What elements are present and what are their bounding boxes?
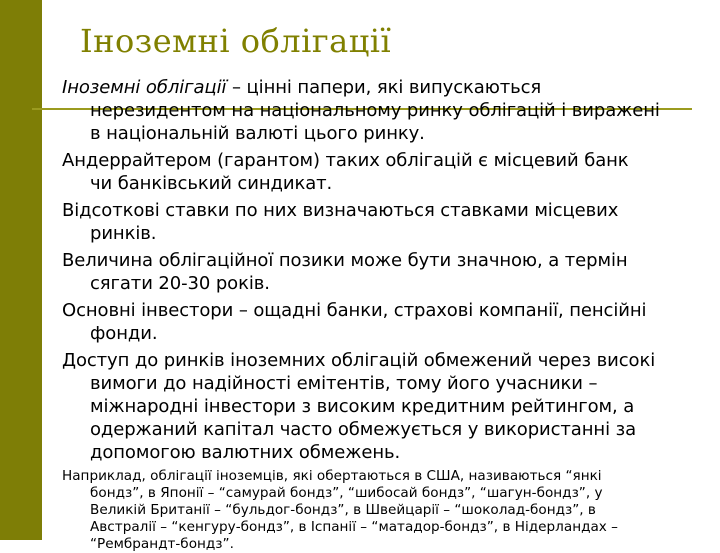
slide-body xyxy=(62,76,718,553)
paragraph-line: нерезидентом на національному ринку облігацій і виражені xyxy=(90,100,660,121)
sidebar-band xyxy=(0,0,42,540)
paragraph-first-line xyxy=(62,76,718,99)
paragraph-line: в національній валюті цього ринку. xyxy=(90,123,425,144)
paragraph-loan-size xyxy=(62,249,718,295)
paragraph-first-line: Доступ до ринків іноземних облігацій обмежений через високі xyxy=(62,350,656,371)
defined-term: Іноземні облігації xyxy=(62,77,227,98)
note-first-line: Наприклад, облігації іноземців, які обертаються в США, називаються “янкі xyxy=(62,468,602,484)
example-note xyxy=(62,468,718,553)
paragraph-first-line: Величина облігаційної позики може бути значною, а термін xyxy=(62,250,628,271)
note-line: Великій Британії – “бульдог-бондз”, в Швейцарії – “шоколад-бондз”, в xyxy=(90,502,596,518)
paragraph-underwriter xyxy=(62,149,718,195)
sidebar-accent-bar xyxy=(0,0,42,540)
paragraph-line: ринків. xyxy=(90,223,157,244)
paragraph-line: вимоги до надійності емітентів, тому його учасники – xyxy=(90,373,598,394)
note-line: “Рембрандт-бондз”. xyxy=(90,536,234,552)
paragraph-line: допомогою валютних обмежень. xyxy=(90,442,401,463)
paragraph-first-line: Основні інвестори – ощадні банки, страхові компанії, пенсійні xyxy=(62,300,647,321)
paragraph-interest-rates xyxy=(62,199,718,245)
note-line: бондз”, в Японії – “самурай бондз”, “шибосай бондз”, “шагун-бондз”, у xyxy=(90,485,603,501)
paragraph-line: чи банківський синдикат. xyxy=(90,173,333,194)
paragraph-first-line: Андеррайтером (гарантом) таких облігацій є місцевий банк xyxy=(62,150,629,171)
paragraph-first-line: Відсоткові ставки по них визначаються ставками місцевих xyxy=(62,200,619,221)
slide-title: Іноземні облігації xyxy=(80,22,392,60)
paragraph-investors xyxy=(62,299,718,345)
paragraph-line: сягати 20-30 років. xyxy=(90,273,270,294)
paragraph-definition xyxy=(62,76,718,145)
paragraph-line: одержаний капітал часто обмежується у використанні за xyxy=(90,419,637,440)
note-line: Австралії – “кенгуру-бондз”, в Іспанії – “матадор-бондз”, в Нідерландах – xyxy=(90,519,618,535)
definition-text: – цінні папери, які випускаються xyxy=(226,77,542,98)
paragraph-market-access xyxy=(62,349,718,464)
paragraph-line: фонди. xyxy=(90,323,158,344)
paragraph-line: міжнародні інвестори з високим кредитним рейтингом, а xyxy=(90,396,635,417)
